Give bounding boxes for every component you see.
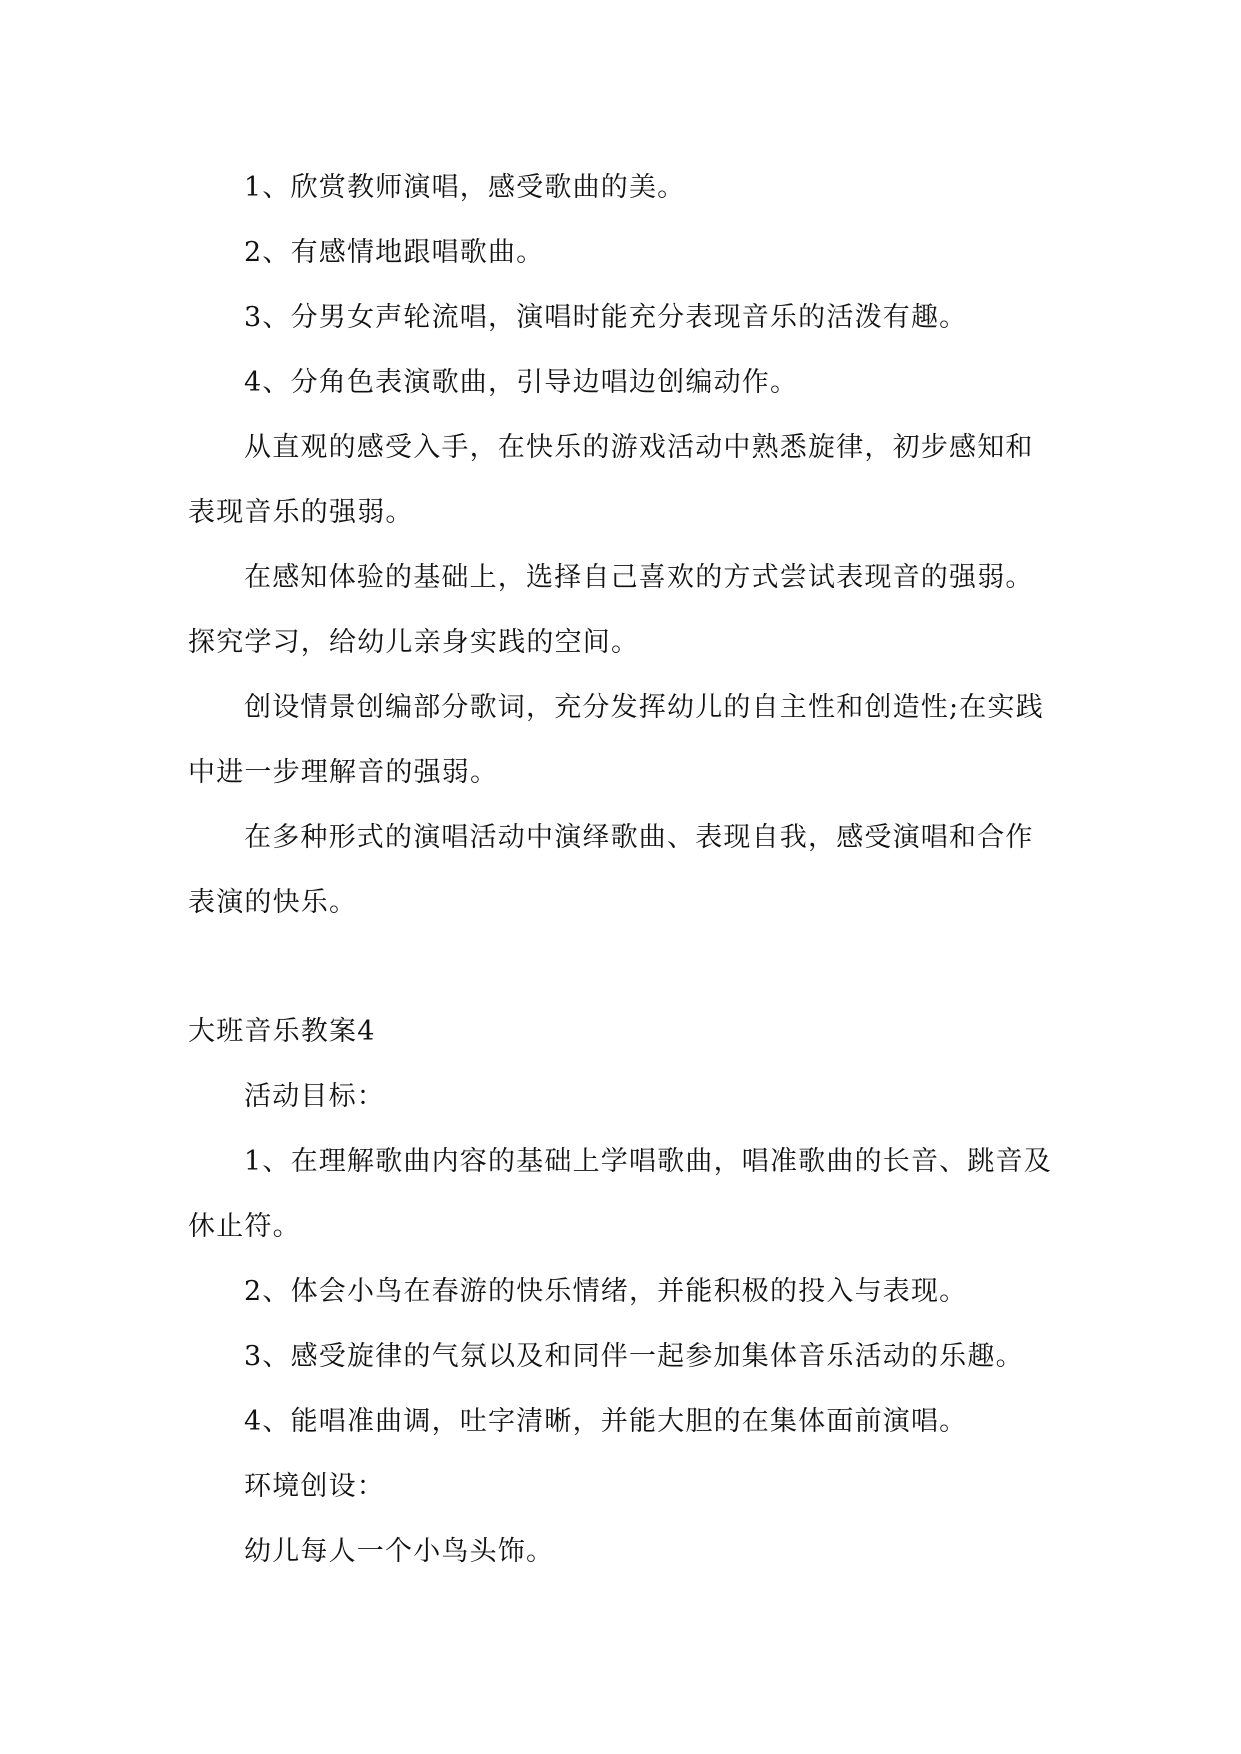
section-spacer	[188, 935, 1058, 999]
list-item: 2、有感情地跟唱歌曲。	[244, 237, 545, 268]
subheading-environment: 环境创设：	[244, 1471, 385, 1502]
body-paragraph: 从直观的感受入手，在快乐的游戏活动中熟悉旋律，初步感知和表现音乐的强弱。	[188, 432, 1034, 528]
body-paragraph: 幼儿每人一个小鸟头饰。	[244, 1536, 555, 1567]
document-body	[188, 155, 1058, 1584]
section-heading: 大班音乐教案4	[188, 1016, 376, 1047]
list-item: 3、感受旋律的气氛以及和同伴一起参加集体音乐活动的乐趣。	[244, 1341, 1024, 1372]
list-item: 4、能唱准曲调，吐字清晰，并能大胆的在集体面前演唱。	[244, 1406, 968, 1437]
list-item: 1、欣赏教师演唱，感受歌曲的美。	[244, 172, 686, 203]
subheading-activity-goals: 活动目标：	[244, 1081, 385, 1112]
body-paragraph: 创设情景创编部分歌词，充分发挥幼儿的自主性和创造性;在实践中进一步理解音的强弱。	[188, 692, 1044, 788]
body-paragraph: 在多种形式的演唱活动中演绎歌曲、表现自我，感受演唱和合作表演的快乐。	[188, 822, 1034, 918]
list-item: 2、体会小鸟在春游的快乐情绪，并能积极的投入与表现。	[244, 1276, 968, 1307]
body-paragraph: 在感知体验的基础上，选择自己喜欢的方式尝试表现音的强弱。探究学习，给幼儿亲身实践的空间。	[188, 562, 1034, 658]
list-item: 3、分男女声轮流唱，演唱时能充分表现音乐的活泼有趣。	[244, 302, 968, 333]
list-item: 1、在理解歌曲内容的基础上学唱歌曲，唱准歌曲的长音、跳音及休止符。	[188, 1146, 1052, 1242]
list-item: 4、分角色表演歌曲，引导边唱边创编动作。	[244, 367, 799, 398]
